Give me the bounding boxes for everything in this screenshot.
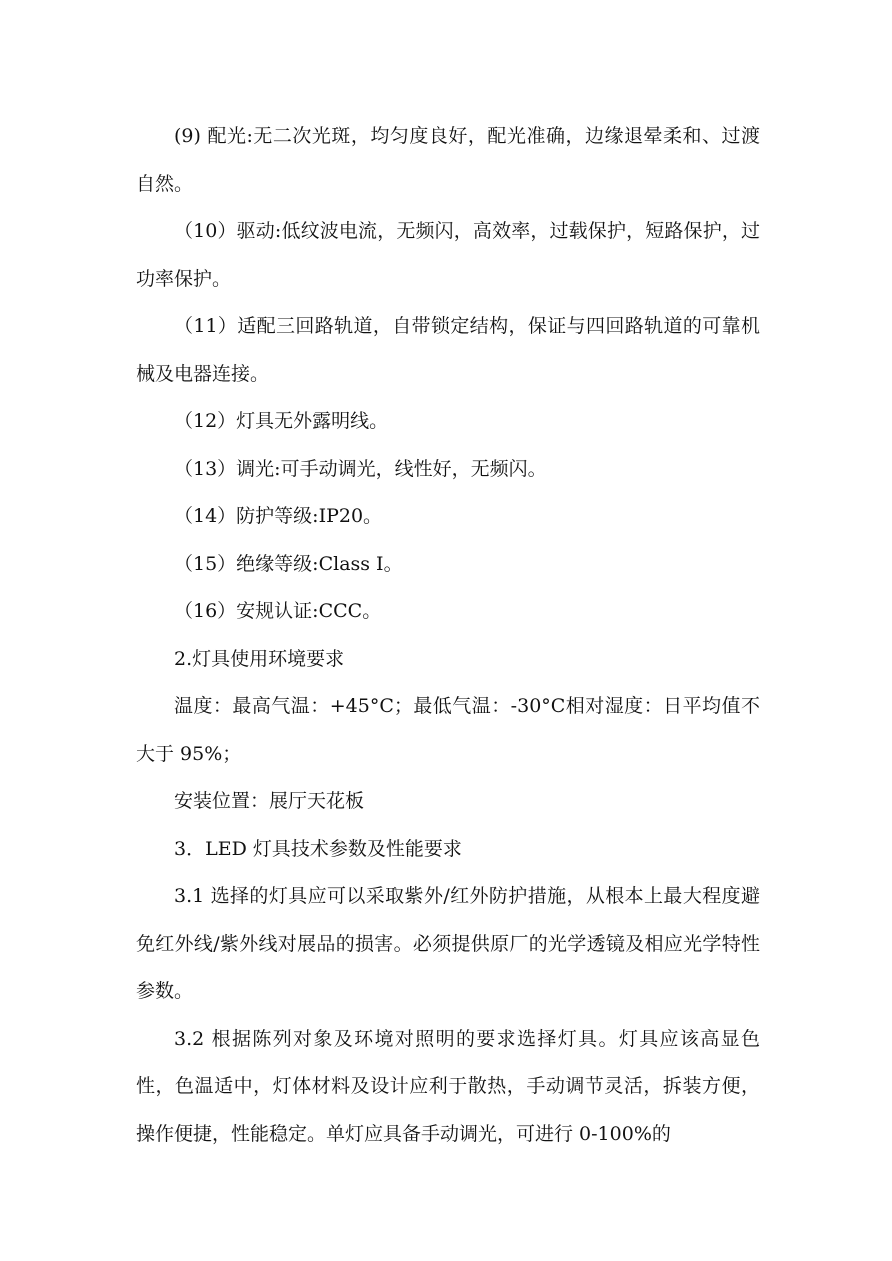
paragraph-driver: （10）驱动:低纹波电流，无频闪，高效率，过载保护，短路保护，过功率保护。 <box>136 220 760 290</box>
paragraph-safety-certification: （16）安规认证:CCC。 <box>174 600 382 622</box>
paragraph-uv-ir-protection: 3.1 选择的灯具应可以采取紫外/红外防护措施，从根本上最大程度避免红外线/紫外线对展品的损害。必须提供原厂的光学透镜及相应光学特性参数。 <box>136 885 760 1002</box>
paragraph-track-compatibility: （11）适配三回路轨道，自带锁定结构，保证与四回路轨道的可靠机械及电器连接。 <box>136 315 760 385</box>
paragraph-insulation-class: （15）绝缘等级:Class Ⅰ。 <box>174 552 403 575</box>
paragraph-protection-rating: （14）防护等级:IP20。 <box>174 505 383 527</box>
paragraph-install-location: 安装位置：展厅天花板 <box>174 790 365 812</box>
paragraph-temperature-humidity: 温度：最高气温：+45°C；最低气温：-30°C相对湿度：日平均值不大于 95%； <box>136 695 760 765</box>
paragraph-dimming: （13）调光:可手动调光，线性好，无频闪。 <box>174 457 547 480</box>
section-heading-environment: 2.灯具使用环境要求 <box>174 647 345 670</box>
paragraph-fixture-selection: 3.2 根据陈列对象及环境对照明的要求选择灯具。灯具应该高显色性，色温适中，灯体材料及设计应利于散热，手动调节灵活，拆装方便，操作便捷，性能稳定。单灯应具备手动调光，可进行 0-100%的 <box>136 1027 760 1145</box>
paragraph-no-exposed-wiring: （12）灯具无外露明线。 <box>174 410 389 432</box>
document-body <box>136 113 760 1158</box>
paragraph-light-distribution: (9) 配光:无二次光斑，均匀度良好，配光准确，边缘退晕柔和、过渡自然。 <box>136 125 760 195</box>
section-heading-led-specs: 3．LED 灯具技术参数及性能要求 <box>174 837 462 860</box>
